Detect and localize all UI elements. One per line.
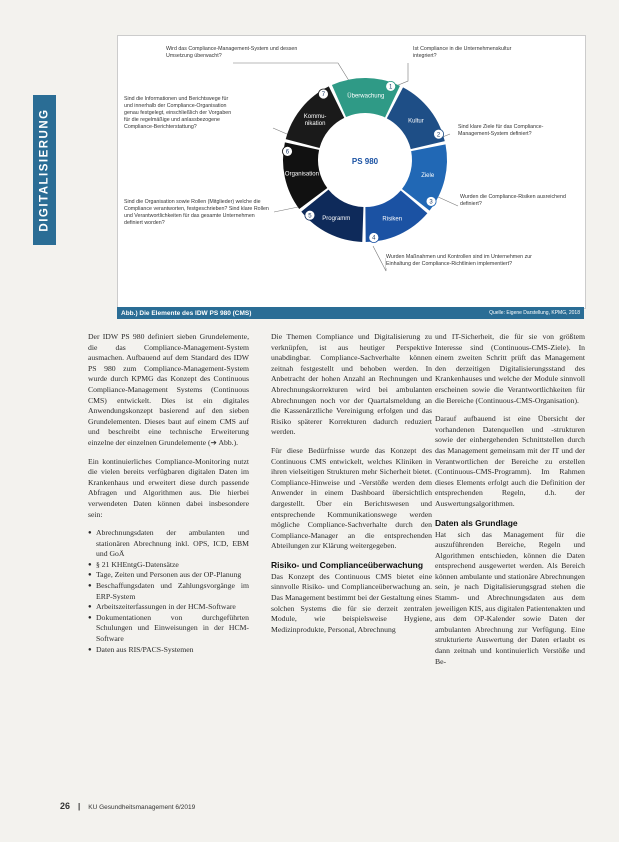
callout-ueberwachung: Wird das Compliance-Management-System und dessen Umsetzung überwacht? [166, 46, 306, 60]
number-badge-label: 2 [436, 132, 441, 139]
segment-label: Kultur [408, 118, 424, 125]
list-item: ● § 21 KHEntgG-Datensätze [88, 560, 249, 571]
figure-caption: Abb.) Die Elemente des IDW PS 980 (CMS) [121, 309, 252, 317]
callout-programm: Wurden Maßnahmen und Kontrollen sind im Unternehmen zur Einhaltung der Compliance-Richtlinien implementiert? [386, 254, 546, 268]
paragraph: Ein kontinuierliches Compliance-Monitoring nutzt die vielen bereits verfügbaren digitalen Daten im Krankenhaus und erweitert diese durch passende Abfragen und Algorithmen aus. Die hierbei verwendeten Daten können dabei insbesondere sein: [88, 456, 249, 519]
page-number: 26 [60, 801, 71, 811]
text-column-3 [435, 332, 585, 675]
callout-organisation: Sind die Organisation sowie Rollen (Mitglieder) welche die Compliance verantworten, festgeschrieben? Sind klare Rollen und Verantwortlichkeiten für das gesamte Unternehmen definiert worden? [124, 199, 274, 227]
segment-label: Ziele [421, 173, 435, 180]
segment-label: Kommu-nikation [303, 114, 327, 128]
figure-box [117, 35, 586, 309]
paragraph: Darauf aufbauend ist eine Übersicht der vorhandenen Datenquellen und -strukturen sowie der einhergehenden Schnittstellen durch das Management gemeinsam mit der IT und der Verantwortlichen der Bereiche zu erstellen (Continuous-CMS-Programm). Im Rahmen dieses Elements erfolgt auch die Definition der entsprechenden Regeln, d.h. der Auswertungsalgorithmen. [435, 414, 585, 508]
callout-line-1 [233, 63, 351, 84]
center-label: PS 980 [351, 157, 379, 166]
paragraph: Für diese Bedürfnisse wurde das Konzept des Continuous CMS entwickelt, welches Kliniken in ihren vielseitigen Strukturen mehr Sicherheit bietet. Compliance-Hinweise und -Verstöße werden dem Anwender in einem Dashboard übersichtlich dargestellt. Über ein Berichtswesen und entsprechende Kommunikationswege werden mögliche Compliance-Sachverhalte durch den Compliance-Manager an die entsprechenden Abteilungen zur Klärung weitergegeben. [271, 445, 432, 551]
page-footer [60, 801, 195, 811]
section-sidebar [33, 95, 56, 245]
list-item: ● Arbeitszeiterfassungen in der HCM-Software [88, 602, 249, 613]
number-badge-label: 1 [389, 84, 393, 91]
callout-risiken: Wurden die Compliance-Risiken ausreichend definiert? [460, 194, 572, 208]
data-source-list [88, 528, 249, 655]
list-item: ● Dokumentationen von durchgeführten Schulungen und Einweisungen in der HCM-Software [88, 613, 249, 645]
callout-ziele: Sind klare Ziele für das Compliance-Management-System definiert? [458, 124, 568, 138]
list-item: ● Daten aus RIS/PACS-Systemen [88, 645, 249, 656]
number-badge-label: 6 [285, 149, 290, 156]
paragraph: Der IDW PS 980 definiert sieben Grundelemente, die das Compliance-Management-System ausmachen. Aufbauend auf dem Standard des IDW PS 980 zum Compliance-Management-System wurde durch KPMG das Konzept des Continuous Compliance-Management Systems (Continuous CMS) entwickelt. Dies ist ein digitales Anwendungskonzept basierend auf den sieben Grundelementen. Dieses baut auf einem CMS auf und beschreibt eine technische Erweiterung einzelne der einzelnen Grundelemente (➔ Abb.). [88, 332, 249, 447]
section-heading: Daten als Grundlage [435, 517, 518, 528]
callout-kultur: Ist Compliance in die Unternehmenskultur integriert? [413, 46, 533, 60]
number-badge-label: 7 [321, 92, 326, 99]
segment-label: Programm [322, 215, 351, 222]
segment-label: Überwachung [347, 93, 385, 100]
section-label: DIGITALISIERUNG [38, 108, 51, 232]
number-badge-label: 4 [372, 235, 376, 242]
magazine-name: KU Gesundheitsmanagement 6/2019 [88, 804, 196, 811]
list-item: ● Tage, Zeiten und Personen aus der OP-Planung [88, 570, 249, 581]
paragraph: und IT-Sicherheit, die für sie von größtem Interesse sind (Continuous-CMS-Ziele). In einem zweiten Schritt prüft das Management den derzeitigen Digitalisierungsstand des Krankenhauses und welche der Module sinnvoll erscheinen sowie die Verantwortlichkeiten für die Bereiche (Continuous-CMS-Organisation). [435, 332, 585, 405]
segment-label: Risiken [382, 216, 403, 223]
callout-kommunikation: Sind die Informationen und Berichtswege für und innerhalb der Compliance-Organisation genau festgelegt, einschließlich der Vorgaben für die regelmäßige und anlassbezogene Compliance-Berichterstattung? [124, 96, 236, 131]
text-column-1 [88, 332, 249, 661]
section-heading: Risiko- und Complianceüberwachung [271, 559, 424, 570]
number-badge-label: 3 [429, 199, 433, 206]
callout-line-7 [373, 246, 386, 271]
figure-caption-bar [117, 307, 584, 319]
paragraph: Das Konzept des Continuous CMS bietet eine sinnvolle Risiko- und Complianceüberwachung an. Das Management bestimmt bei der Gestaltung eines solchen Systems die für sie derzeit zentralen Module, wie beispielsweise Hygiene, Medizinprodukte, Personal, Abrechnung [271, 571, 432, 634]
segment-label: Organisation [284, 171, 319, 178]
number-badge-label: 5 [308, 213, 312, 220]
paragraph: Hat sich das Management für die auszuführenden Bereiche, Regeln und Algorithmen entschieden, können die Daten entsprechend ausgewertet werden. Als Bereich können ambulante und stationäre Abrechnungen sein, je nach Digitalisierungsgrad stehen die Stamm- und Abrechnungsdaten aus dem jeweiligen KIS, aus digitalen Patientenakten und aus dem OP-Kalender sowie Daten der ambulanten Abrechnung zur Verfügung. Eine strukturierte Auswertung der Daten erlaubt es dann zeitnah und kontinuierlich Verstöße und Be- [435, 529, 585, 666]
callout-line-6 [436, 196, 458, 206]
list-item: ● Abrechnungsdaten der ambulanten und stationären Abrechnung inkl. OPS, ICD, EBM und GoÄ [88, 528, 249, 560]
paragraph: Die Themen Compliance und Digitalisierung zu verknüpfen, ist aus heutiger Perspektive unabdingbar. Compliance-Sachverhalte können zeitnah festgestellt und behoben werden. In Anbetracht der hohen Anzahl an Rechnungen und Abrechnungskorrekturen wird bei ambulanten Abrechnungen noch vor der Quartalsmeldung an die Kassenärztliche Vereinigung erfolgen und das Risiko späterer Korrekturen dadurch reduziert werden. [271, 332, 432, 437]
figure-source: Quelle: Eigene Darstellung, KPMG, 2018 [489, 310, 580, 316]
text-column-2 [271, 332, 432, 643]
footer-separator: | [78, 802, 81, 811]
list-item: ● Beschaffungsdaten und Zahlungsvorgänge im ERP-System [88, 581, 249, 602]
